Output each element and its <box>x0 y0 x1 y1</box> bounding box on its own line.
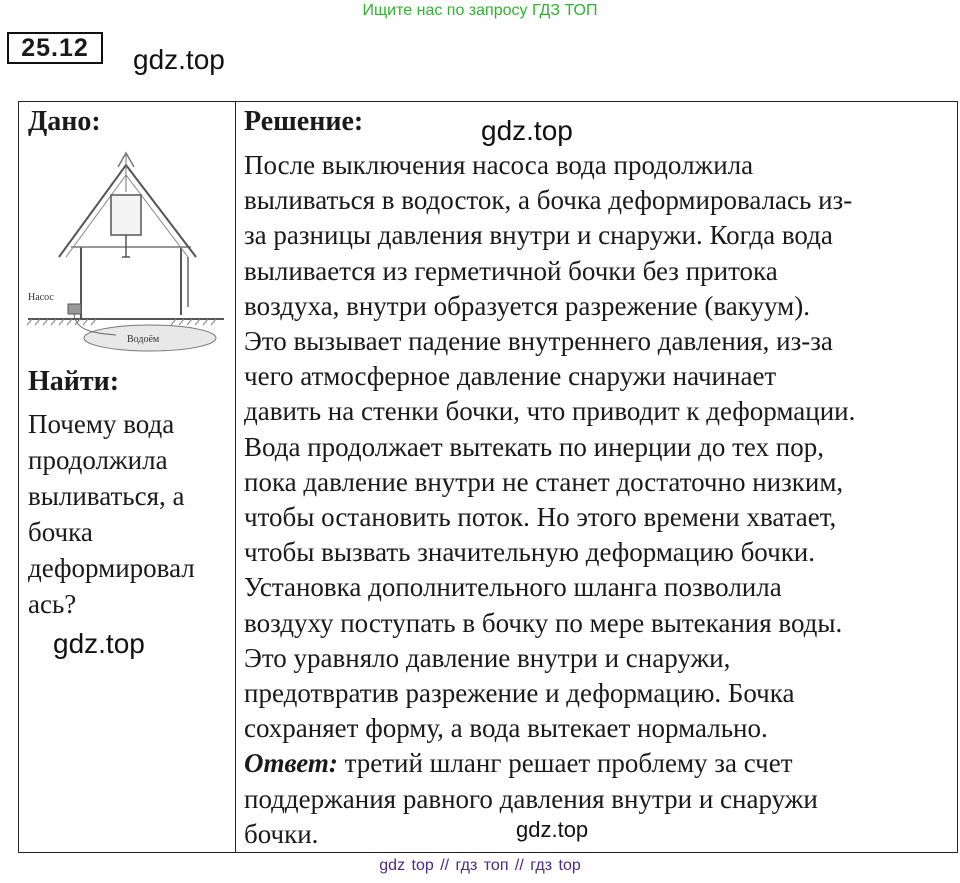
solution-body <box>244 148 944 852</box>
footer-links: gdz top // гдз топ // гдз top <box>379 857 581 874</box>
answer-text: третий шланг решает проблему за счет <box>337 748 793 779</box>
solution-heading: Решение: <box>244 106 364 137</box>
find-heading: Найти: <box>28 366 120 397</box>
solution-table <box>18 101 958 853</box>
given-heading: Дано: <box>28 106 101 137</box>
answer-line: поддержания равного давления внутри и снаружи <box>244 783 818 814</box>
pump-label: Насос <box>28 292 54 303</box>
task-number: 25.12 <box>7 32 103 64</box>
solution-line: Установка дополнительного шланга позволила <box>244 572 782 603</box>
pond-label: Водоём <box>127 334 160 345</box>
watermark-left: gdz.top <box>53 628 145 659</box>
answer-label: Ответ: <box>244 748 338 779</box>
find-line: бочка <box>28 517 93 547</box>
find-line: выливаться, а <box>28 481 185 511</box>
top-banner: Ищите нас по запросу ГДЗ ТОП <box>362 2 598 19</box>
solution-line: Это вызывает падение внутреннего давления, из-за <box>244 326 833 357</box>
watermark-solution-bottom: gdz.top <box>516 817 589 842</box>
find-line: ась? <box>28 589 77 619</box>
solution-line: чтобы вызвать значительную деформацию бочки. <box>244 537 816 568</box>
solution-line: предотвратив разрежение и деформацию. Бочка <box>244 678 795 709</box>
solution-line: воздуху поступать в бочку по мере вытекания воды. <box>244 607 843 638</box>
solution-line: сохраняет форму, а вода вытекает нормально. <box>244 713 768 744</box>
solution-line: чего атмосферное давление снаружи начинает <box>244 361 777 392</box>
solution-line: пока давление внутри не станет достаточно низким, <box>244 466 844 497</box>
watermark-header: gdz.top <box>133 44 225 75</box>
solution-line: Это уравняло давление внутри и снаружи, <box>244 642 731 673</box>
find-question <box>28 406 228 622</box>
column-divider <box>235 102 236 852</box>
answer-line <box>244 746 944 781</box>
find-line: Почему вода <box>28 409 175 439</box>
solution-line: давить на стенки бочки, что приводит к деформации. <box>244 396 856 427</box>
solution-line: за разницы давления внутри и снаружи. Когда вода <box>244 220 833 251</box>
house-pump-figure <box>26 147 226 357</box>
find-line: продолжила <box>28 445 168 475</box>
find-line: деформировал <box>28 553 195 583</box>
solution-line: выливаться в водосток, а бочка деформировалась из- <box>244 185 853 216</box>
house-illustration <box>26 147 226 357</box>
answer-line: бочки. <box>244 818 319 849</box>
solution-line: чтобы остановить поток. Но этого времени хватает, <box>244 502 837 533</box>
solution-line: После выключения насоса вода продолжила <box>244 150 754 180</box>
solution-line: воздуха, внутри образуется разрежение (вакуум). <box>244 290 810 321</box>
solution-line: Вода продолжает вытекать по инерции до тех пор, <box>244 431 824 462</box>
solution-line: выливается из герметичной бочки без притока <box>244 255 778 286</box>
watermark-solution-top: gdz.top <box>481 115 573 146</box>
